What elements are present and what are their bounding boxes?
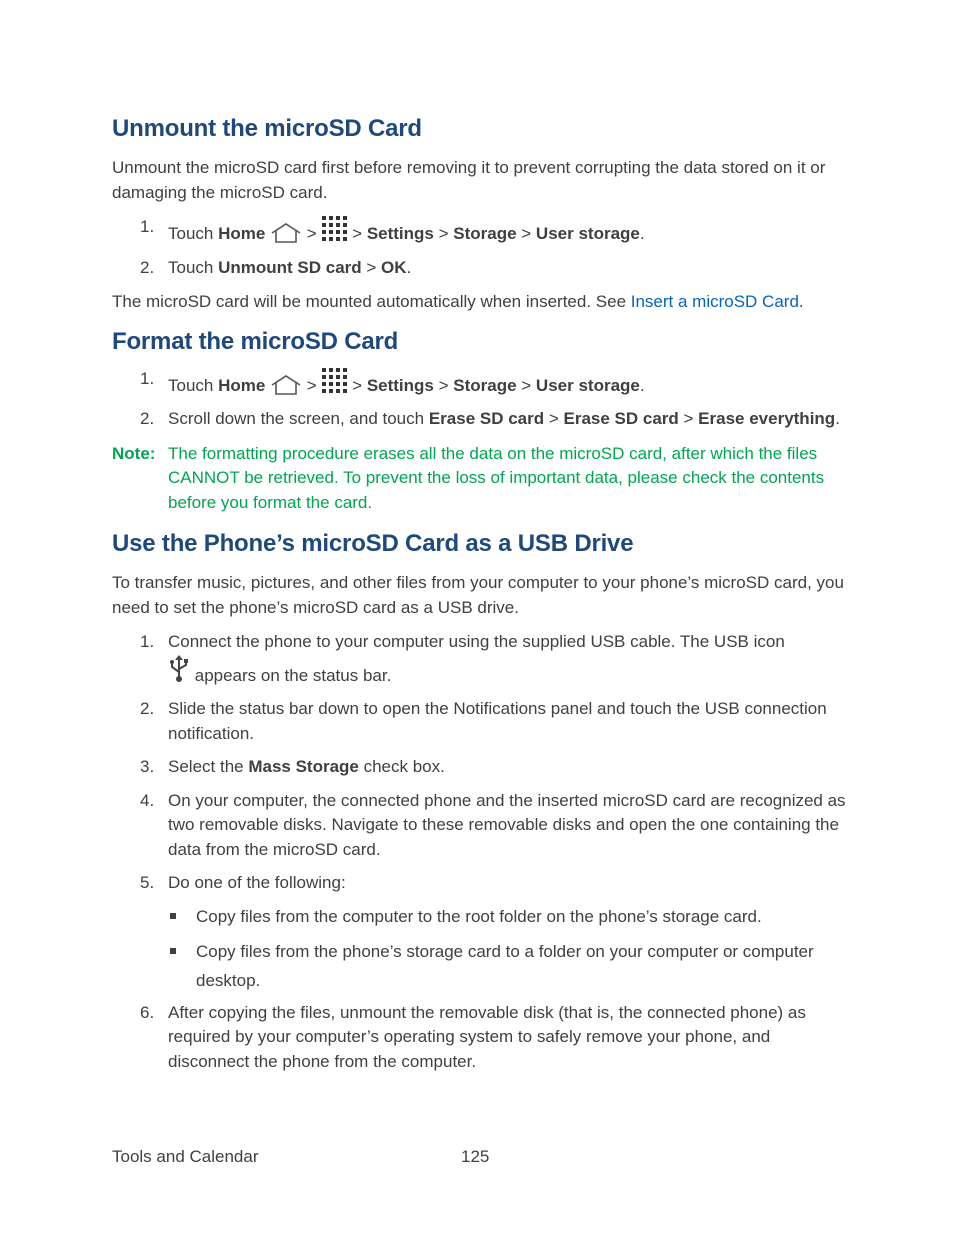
list-item: 3. Select the Mass Storage check box. (140, 757, 445, 776)
home-icon (270, 375, 302, 395)
note-label: Note: (112, 443, 156, 463)
heading-usb-drive: Use the Phone’s microSD Card as a USB Drive (112, 530, 634, 557)
list-item: 1. Touch Home > > Settings > Storage > User storage. (140, 217, 645, 243)
home-icon (270, 223, 302, 243)
usb-intro: To transfer music, pictures, and other files from your computer to your phone’s microSD card, you need to set the phone’s microSD card as a USB drive. (112, 573, 844, 617)
unmount-intro: Unmount the microSD card first before removing it to prevent corrupting the data stored on it or damaging the microSD card. (112, 158, 826, 202)
usb-options (112, 902, 847, 995)
list-item: 6. After copying the files, unmount the removable disk (that is, the connected phone) as required by your computer’s operating system to safely remove your phone, and disconnect the phone from the computer. (140, 1002, 806, 1071)
heading-format: Format the microSD Card (112, 327, 399, 355)
note-text: The formatting procedure erases all the data on the microSD card, after which the files CANNOT be retrieved. To prevent the loss of important data, please check the contents before you format the card. (168, 443, 825, 512)
page-number: 125 (461, 1147, 490, 1166)
usb-steps (112, 630, 847, 896)
page-content (112, 112, 847, 1074)
list-item: 2. Slide the status bar down to open the Notifications panel and touch the USB connection notification. (140, 699, 827, 743)
bullet-item: Copy files from the computer to the root folder on the phone’s storage card. (112, 902, 847, 931)
page-footer (112, 1145, 847, 1169)
usb-icon (168, 655, 190, 683)
list-item: 1. Connect the phone to your computer using the supplied USB cable. The USB icon appears on the status bar. (140, 632, 785, 685)
list-item: 2. Touch Unmount SD card > OK. (140, 257, 412, 277)
heading-unmount: Unmount the microSD Card (112, 115, 422, 142)
format-steps (112, 367, 847, 432)
apps-grid-icon (321, 367, 347, 393)
usb-steps-cont (112, 1001, 847, 1075)
unmount-after: The microSD card will be mounted automatically when inserted. See Insert a microSD Card. (112, 292, 804, 311)
list-item: 4. On your computer, the connected phone and the inserted microSD card are recognized as two removable disks. Navigate to these removable disks and open the one containing the data from the microSD card. (140, 790, 846, 859)
format-note (112, 442, 847, 516)
unmount-steps (112, 215, 847, 280)
bullet-item: Copy files from the phone’s storage card to a folder on your computer or computer desktop. (112, 937, 847, 995)
list-item: 1. Touch Home > > Settings > Storage > User storage. (140, 368, 645, 395)
list-item: 2. Scroll down the screen, and touch Erase SD card > Erase SD card > Erase everything. (140, 409, 840, 428)
footer-section: Tools and Calendar (112, 1147, 259, 1166)
list-item: 5. Do one of the following: (140, 873, 346, 892)
insert-microsd-link[interactable]: Insert a microSD Card (630, 292, 799, 311)
apps-grid-icon (321, 215, 347, 241)
